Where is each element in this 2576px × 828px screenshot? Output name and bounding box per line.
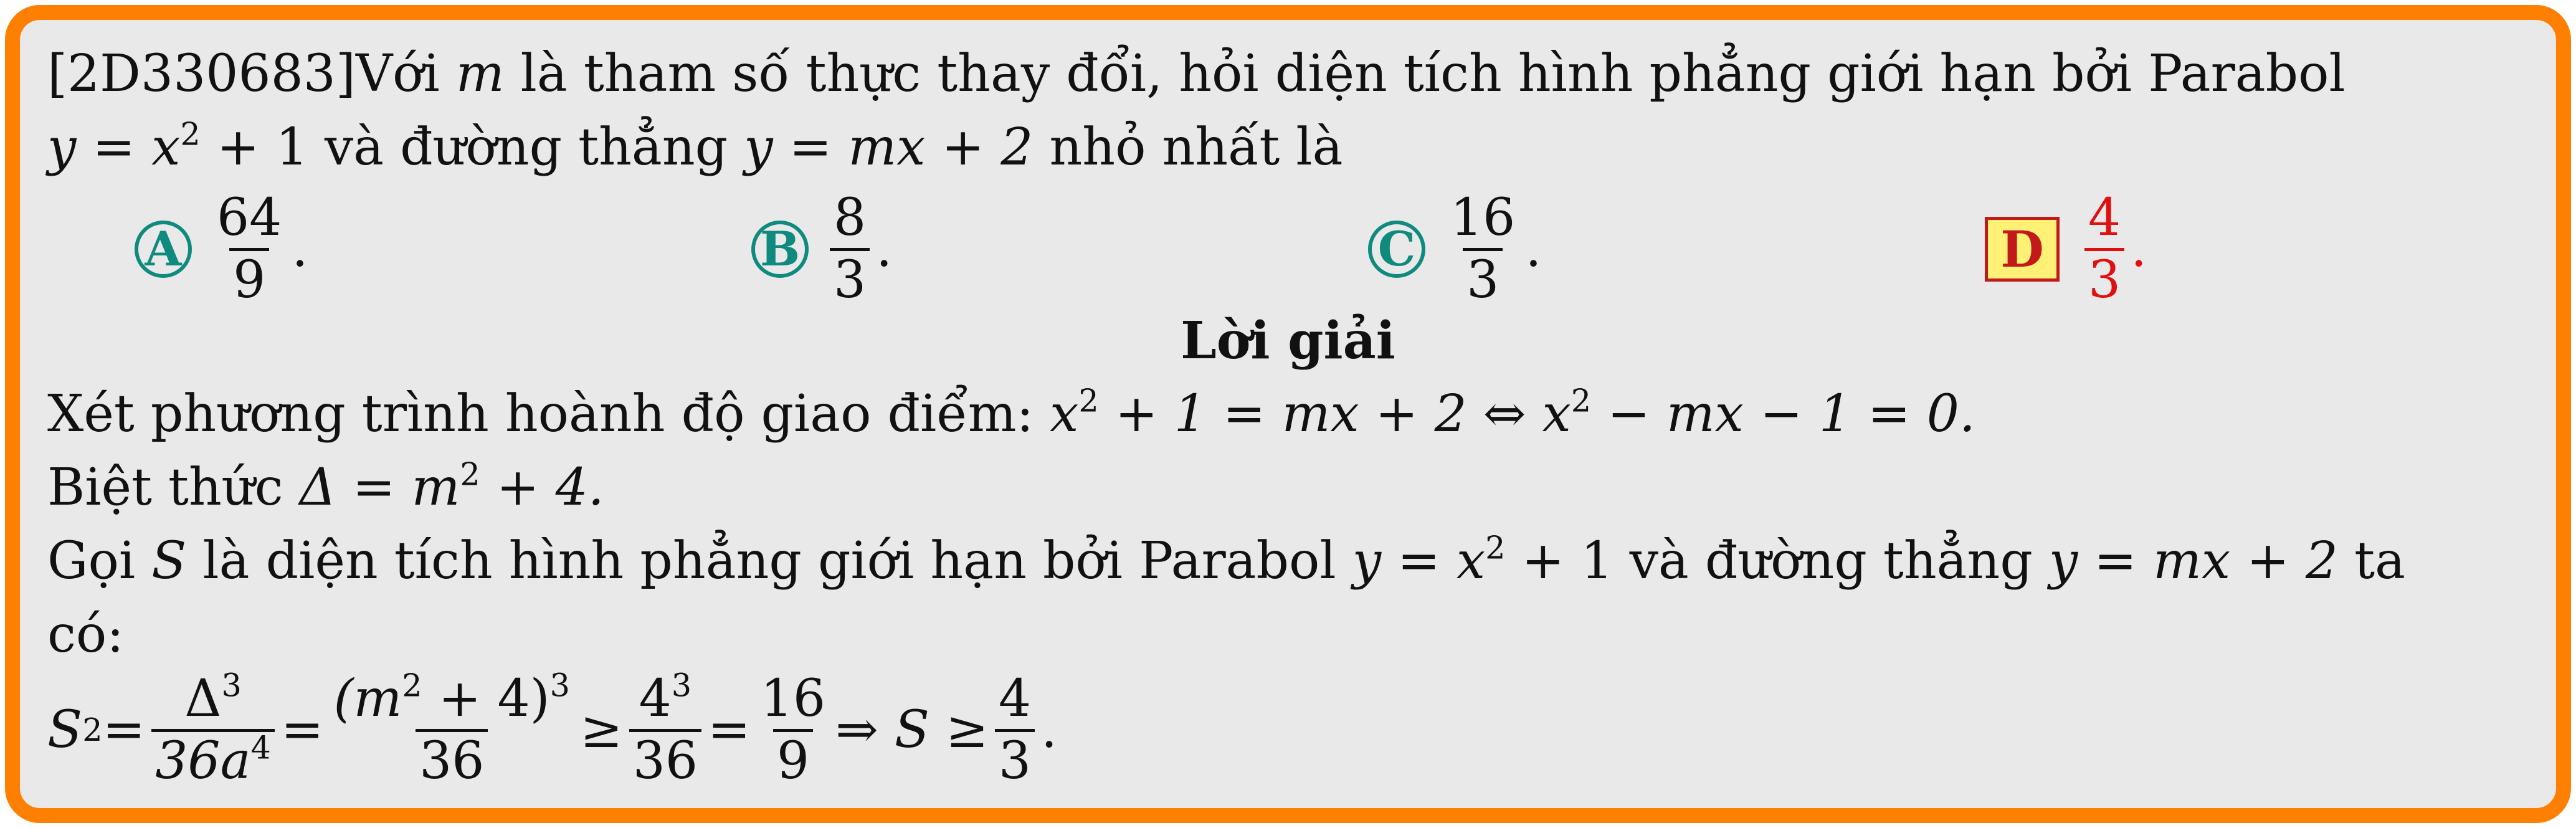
option-b[interactable]: B $\frac{8}{3}$ . [751, 187, 892, 312]
fraction-4-36: $\frac{4^3}{36}$ [629, 672, 701, 788]
fraction-4-3: $\frac{4}{3}$ [995, 672, 1035, 788]
option-a[interactable]: A $\frac{64}{9}$ . [135, 187, 308, 312]
solution-line-2: Biệt thức $\Delta = m^2 + 4$. [47, 455, 604, 517]
fraction-m: $\frac{(m^2 + 4)^3}{36}$ [333, 667, 570, 791]
option-c-fraction: $\frac{16}{3}$ [1450, 188, 1516, 310]
fraction-delta: $\frac{\Delta^3}{36a^4}$ [151, 672, 275, 788]
option-d-marker-correct: D [1985, 217, 2060, 282]
question-line-1: [2D330683]Với m là tham số thực thay đổi, hỏi diện tích hình phẳng giới hạn bởi Parabol [47, 44, 2345, 103]
option-a-fraction: $\frac{64}{9}$ [217, 188, 282, 310]
option-c[interactable]: C $\frac{16}{3}$ . [1368, 187, 1541, 312]
option-b-fraction: $\frac{8}{3}$ [830, 191, 870, 307]
option-b-marker: B [751, 221, 809, 278]
answer-options [47, 187, 2529, 312]
solution-line-1: Xét phương trình hoành độ giao điểm: $x^2 + 1$ = mx + 2 ⇔ $x^2$ − mx − 1 = 0. [47, 382, 1975, 444]
option-d[interactable]: D $\frac{4}{3}$ . [1985, 187, 2147, 312]
question-code: [2D330683] [47, 44, 356, 103]
question-card [5, 5, 2571, 823]
line-equation: y = mx + 2 [744, 118, 1034, 177]
solution-heading: Lời giải [1181, 311, 1395, 371]
option-d-fraction: $\frac{4}{3}$ [2084, 191, 2124, 307]
solution-formula: S 2 = $\frac{\Delta^3}{36a^4}$ = $\frac{(m^2 + 4)^3}{36}$ ≥ $\frac{4^3}{36}$ = $\frac{16}{9}$ ⇒ S ≥ $\frac{4}{3}$ . [47, 667, 1058, 791]
question-line-2: $y = x^2 + 1$ và đường thẳng y = mx + 2 nhỏ nhất là [47, 115, 1343, 177]
solution-line-4: có: [47, 605, 124, 664]
fraction-16-9: $\frac{16}{9}$ [760, 669, 826, 791]
option-c-marker: C [1368, 221, 1425, 278]
question-content [47, 37, 2529, 792]
solution-line-3: Gọi S là diện tích hình phẳng giới hạn bởi Parabol $y = x^2 + 1$ và đường thẳng y = mx + 2 ta [47, 529, 2405, 591]
option-a-marker: A [135, 221, 192, 278]
